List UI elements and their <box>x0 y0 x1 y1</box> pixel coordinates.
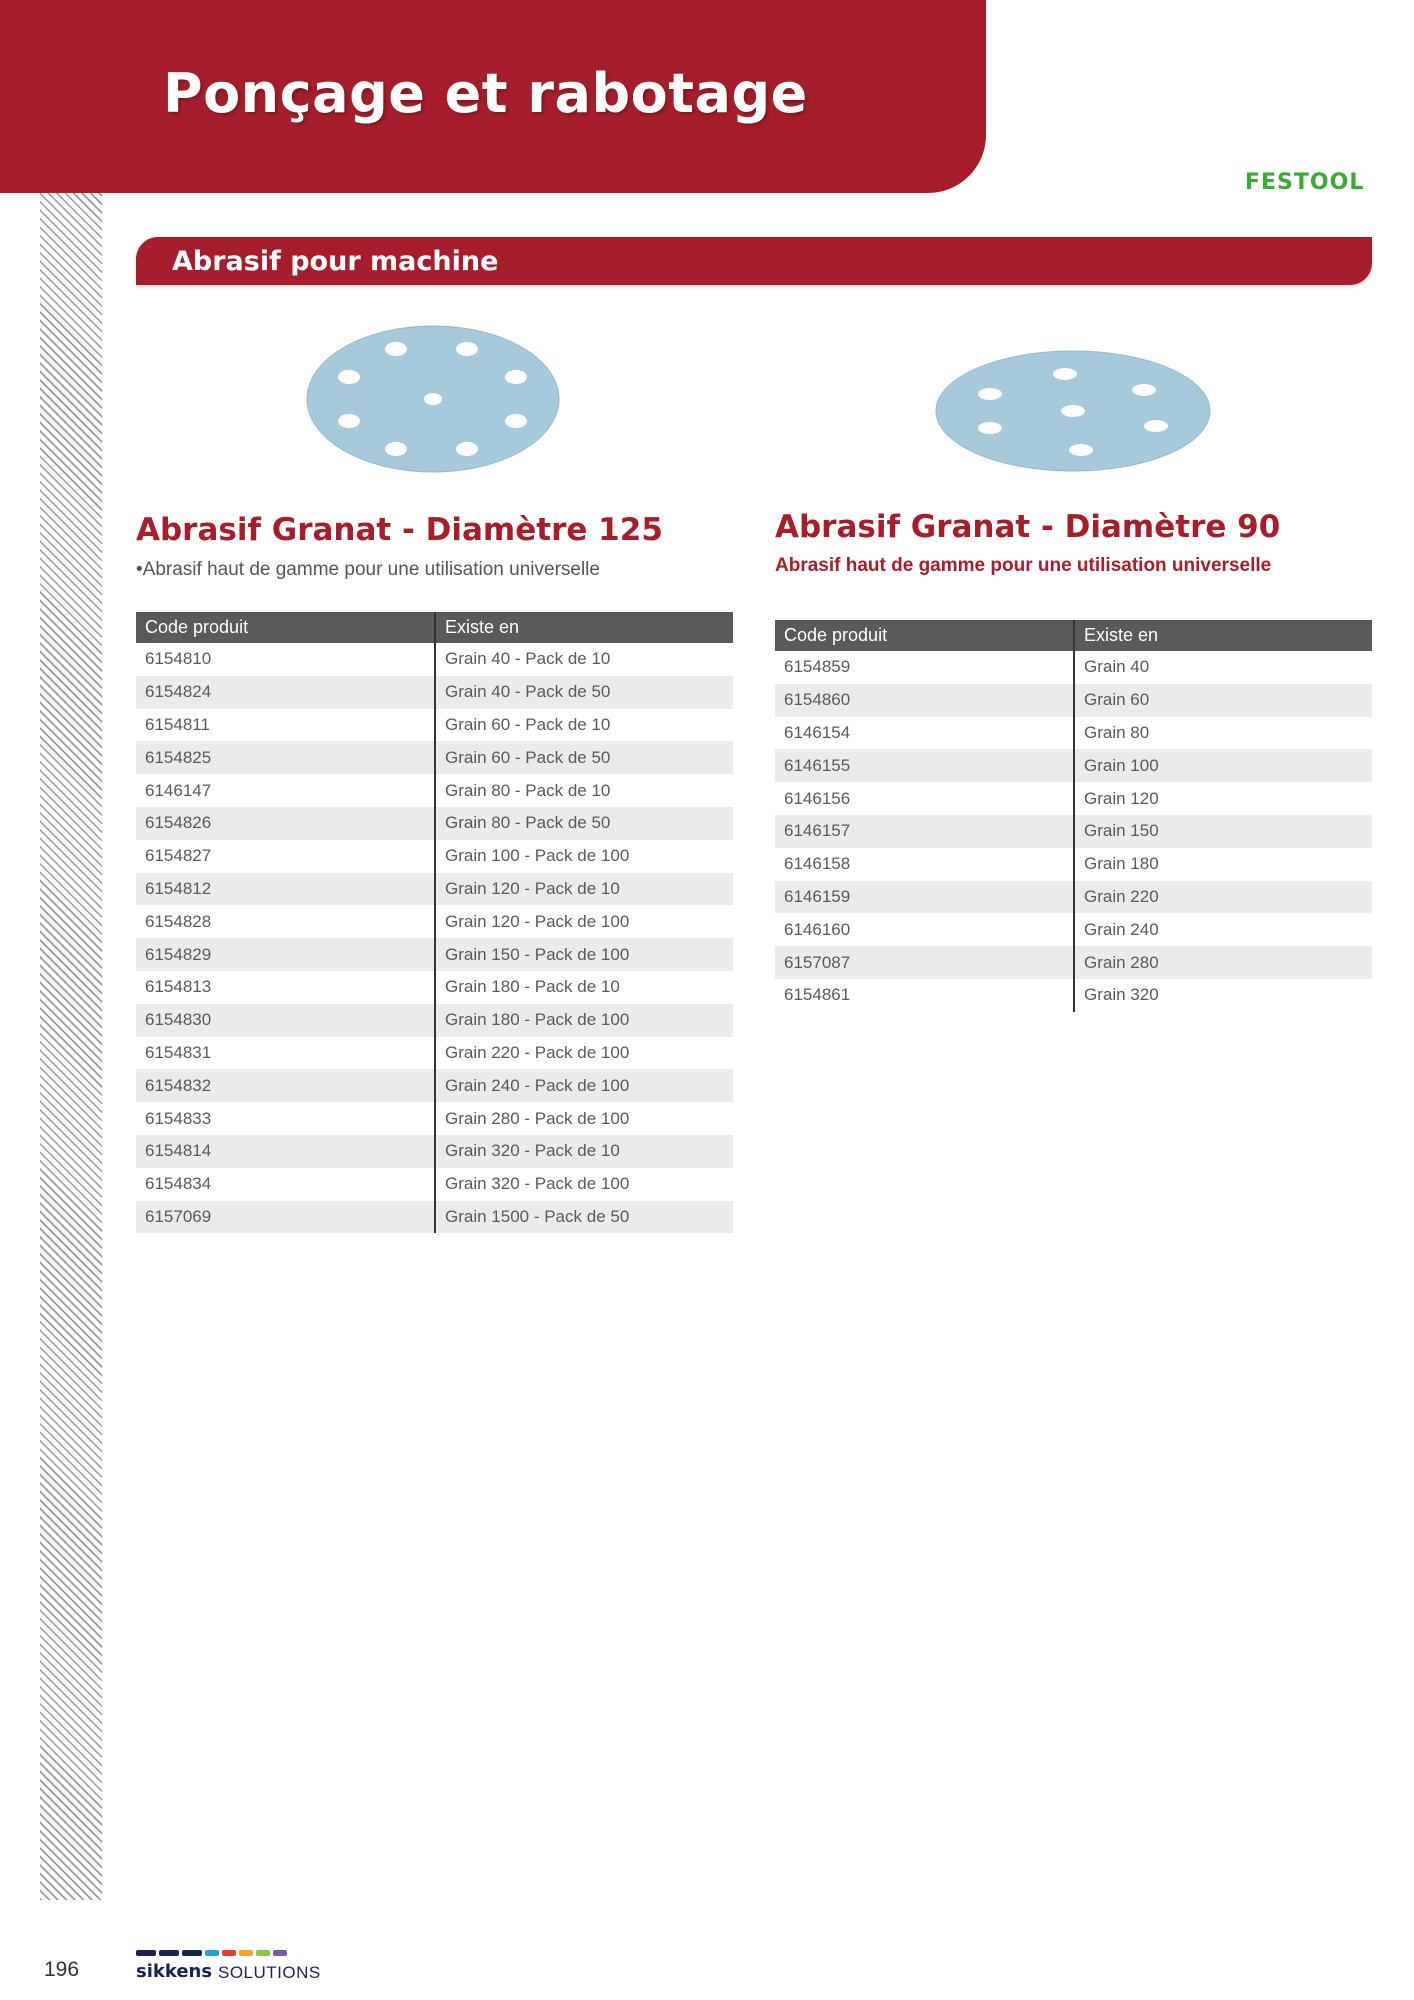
variant-cell: Grain 220 <box>1074 881 1372 914</box>
product-code-cell: 6146159 <box>775 881 1074 914</box>
table-row <box>775 946 1372 979</box>
table-row <box>136 1102 733 1135</box>
table-row <box>136 905 733 938</box>
sikkens-solutions-logo <box>136 1950 336 1986</box>
table-row <box>136 840 733 873</box>
product-code-cell: 6154832 <box>136 1069 435 1102</box>
table-row <box>136 741 733 774</box>
variant-cell: Grain 280 - Pack de 100 <box>445 1108 630 1128</box>
product-code-cell: 6146160 <box>775 913 1074 946</box>
variant-cell: Grain 220 - Pack de 100 <box>445 1042 630 1062</box>
table-row <box>775 717 1372 750</box>
table-row <box>136 807 733 840</box>
product-code-cell: 6154810 <box>136 643 435 676</box>
variant-cell: Grain 40 <box>1084 657 1150 677</box>
variant-cell: Grain 40 - Pack de 10 <box>445 649 611 669</box>
logo-color-bar <box>205 1950 219 1956</box>
variant-cell: Grain 180 <box>1084 854 1159 874</box>
logo-color-bar <box>222 1950 236 1956</box>
variant-cell: Grain 150 - Pack de 100 <box>435 938 733 971</box>
header-band <box>0 0 986 193</box>
product-code-cell: 6154827 <box>136 840 435 873</box>
variant-cell: Grain 1500 - Pack de 50 <box>435 1201 733 1234</box>
variant-cell: Grain 180 - Pack de 100 <box>435 1004 733 1037</box>
table-row <box>136 1004 733 1037</box>
variant-cell: Grain 80 <box>1084 722 1150 742</box>
product-title-90: Abrasif Granat - Diamètre 90 <box>775 509 1281 545</box>
product-code-cell: 6154834 <box>136 1168 435 1201</box>
table-body <box>775 651 1372 1012</box>
product-description-125 <box>136 559 600 581</box>
table-header-row <box>775 620 1372 651</box>
logo-color-bars <box>136 1950 287 1956</box>
variant-cell: Grain 40 - Pack de 50 <box>435 676 733 709</box>
product-code-cell: 6154828 <box>136 905 435 938</box>
table-row <box>775 684 1372 717</box>
variant-cell: Grain 180 - Pack de 10 <box>445 977 620 997</box>
festool-logo: FESTOOL <box>1245 170 1365 195</box>
variant-cell: Grain 150 <box>1074 815 1372 848</box>
decorative-hatch-stripe <box>40 0 102 1900</box>
product-code-cell: 6154831 <box>136 1037 435 1070</box>
product-code-cell: 6154861 <box>775 979 1074 1012</box>
table-row <box>775 913 1372 946</box>
variant-cell: Grain 320 - Pack de 10 <box>435 1135 733 1168</box>
logo-color-bar <box>182 1950 202 1956</box>
logo-word-sikkens: sikkens <box>136 1961 213 1982</box>
product-code-cell: 6146154 <box>775 717 1074 750</box>
variant-cell: Grain 80 - Pack de 50 <box>435 807 733 840</box>
table-row <box>136 1201 733 1234</box>
sanding-disc-125-icon <box>306 325 560 473</box>
product-table-90 <box>775 620 1372 1012</box>
column-header-code: Code produit <box>136 612 435 643</box>
product-description-90: Abrasif haut de gamme pour une utilisation universelle <box>775 555 1272 576</box>
logo-color-bar <box>159 1950 179 1956</box>
product-code-cell: 6146156 <box>775 782 1074 815</box>
column-header-variant: Existe en <box>435 612 733 643</box>
variant-cell: Grain 280 <box>1074 946 1372 979</box>
sanding-disc-90-icon <box>935 350 1211 472</box>
table-row <box>775 848 1372 881</box>
table-row <box>136 709 733 742</box>
variant-cell: Grain 60 - Pack de 10 <box>445 714 611 734</box>
page-number: 196 <box>44 1958 80 1981</box>
variant-cell: Grain 100 <box>1074 749 1372 782</box>
section-bar <box>136 237 1372 285</box>
product-code-cell: 6154830 <box>136 1004 435 1037</box>
variant-cell: Grain 320 - Pack de 100 <box>445 1174 630 1194</box>
product-code-cell: 6154814 <box>136 1135 435 1168</box>
product-code-cell: 6154811 <box>136 709 435 742</box>
product-code-cell: 6146157 <box>775 815 1074 848</box>
table-row <box>775 749 1372 782</box>
table-row <box>136 1037 733 1070</box>
product-code-cell: 6157069 <box>136 1201 435 1234</box>
product-code-cell: 6154829 <box>136 938 435 971</box>
variant-cell: Grain 320 <box>1084 985 1159 1005</box>
variant-cell: Grain 120 <box>1084 788 1159 808</box>
logo-word-solutions: SOLUTIONS <box>218 1963 321 1982</box>
product-description-text: Abrasif haut de gamme pour une utilisation universelle <box>142 559 600 580</box>
variant-cell: Grain 120 - Pack de 100 <box>445 911 630 931</box>
variant-cell: Grain 60 - Pack de 50 <box>435 741 733 774</box>
table-body <box>136 643 733 1233</box>
product-code-cell: 6146147 <box>136 774 435 807</box>
logo-color-bar <box>239 1950 253 1956</box>
logo-color-bar <box>273 1950 287 1956</box>
table-row <box>136 971 733 1004</box>
variant-cell: Grain 80 - Pack de 10 <box>445 780 611 800</box>
product-code-cell: 6154824 <box>136 676 435 709</box>
table-row <box>136 1168 733 1201</box>
product-code-cell: 6154826 <box>136 807 435 840</box>
variant-cell: Grain 60 <box>1074 684 1372 717</box>
table-row <box>775 815 1372 848</box>
table-row <box>775 979 1372 1012</box>
table-row <box>775 881 1372 914</box>
table-row <box>775 782 1372 815</box>
variant-cell: Grain 240 - Pack de 100 <box>435 1069 733 1102</box>
variant-cell: Grain 100 - Pack de 100 <box>445 846 630 866</box>
table-row <box>136 1135 733 1168</box>
table-row <box>136 1069 733 1102</box>
table-row <box>136 643 733 676</box>
logo-color-bar <box>256 1950 270 1956</box>
page-title: Ponçage et rabotage <box>163 62 808 125</box>
column-header-variant: Existe en <box>1074 620 1372 651</box>
product-code-cell: 6146155 <box>775 749 1074 782</box>
table-row <box>136 938 733 971</box>
table-row <box>775 651 1372 684</box>
variant-cell: Grain 120 - Pack de 10 <box>435 873 733 906</box>
table-row <box>136 774 733 807</box>
product-table-125 <box>136 612 733 1233</box>
logo-color-bar <box>136 1950 156 1956</box>
section-title: Abrasif pour machine <box>172 246 499 277</box>
product-code-cell: 6154860 <box>775 684 1074 717</box>
column-header-code: Code produit <box>775 620 1074 651</box>
product-code-cell: 6157087 <box>775 946 1074 979</box>
bullet-icon: • <box>136 559 143 580</box>
product-code-cell: 6146158 <box>775 848 1074 881</box>
table-row <box>136 873 733 906</box>
product-code-cell: 6154833 <box>136 1102 435 1135</box>
product-title-125: Abrasif Granat - Diamètre 125 <box>136 512 663 548</box>
table-header-row <box>136 612 733 643</box>
product-code-cell: 6154825 <box>136 741 435 774</box>
product-code-cell: 6154813 <box>136 971 435 1004</box>
product-code-cell: 6154812 <box>136 873 435 906</box>
table-row <box>136 676 733 709</box>
product-code-cell: 6154859 <box>775 651 1074 684</box>
variant-cell: Grain 240 <box>1084 919 1159 939</box>
